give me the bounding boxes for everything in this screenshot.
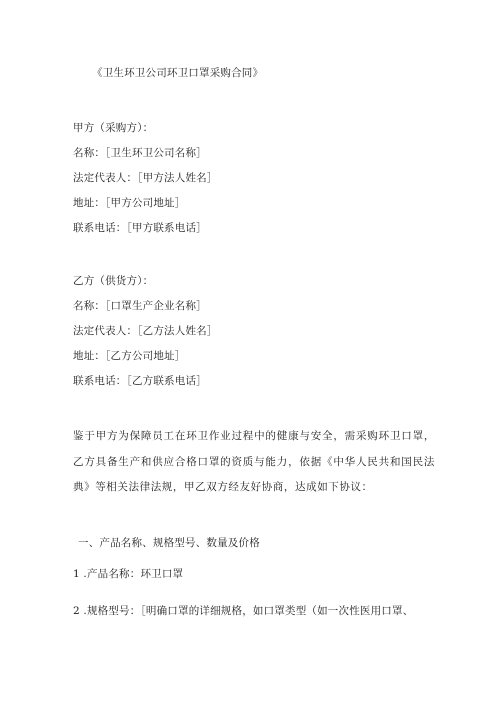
- party-a-heading: 甲方（采购方）：: [73, 122, 154, 134]
- preamble-paragraph: 鉴于甲方为保障员工在环卫作业过程中的健康与安全，需采购环卫口罩，乙方具备生产和供应合格口罩的资质与能力，依据《中华人民共和国民法典》等相关法律法规，甲乙双方经友好协商，达成如下协议：: [73, 430, 435, 493]
- section-1-item-1: 1 .产品名称：环卫口罩: [73, 568, 184, 580]
- party-a-representative: 法定代表人：［甲方法人姓名］: [73, 172, 218, 184]
- party-a-name: 名称：［卫生环卫公司名称］: [73, 147, 207, 159]
- party-b-representative: 法定代表人：［乙方法人姓名］: [73, 325, 218, 337]
- party-b-phone: 联系电话：［乙方联系电话］: [73, 375, 207, 387]
- section-1-item-2: 2 .规格型号：［明确口罩的详细规格，如口罩类型（如一次性医用口罩、: [73, 605, 414, 617]
- party-a-phone: 联系电话：［甲方联系电话］: [73, 222, 207, 234]
- party-b-address: 地址：［乙方公司地址］: [73, 350, 186, 362]
- party-a-address: 地址：［甲方公司地址］: [73, 197, 186, 209]
- party-b-heading: 乙方（供货方）：: [73, 275, 154, 287]
- party-b-name: 名称：［口罩生产企业名称］: [73, 300, 207, 312]
- contract-title: 《卫生环卫公司环卫口罩采购合同》: [92, 67, 264, 79]
- section-1-heading: 一、产品名称、规格型号、数量及价格: [78, 537, 260, 549]
